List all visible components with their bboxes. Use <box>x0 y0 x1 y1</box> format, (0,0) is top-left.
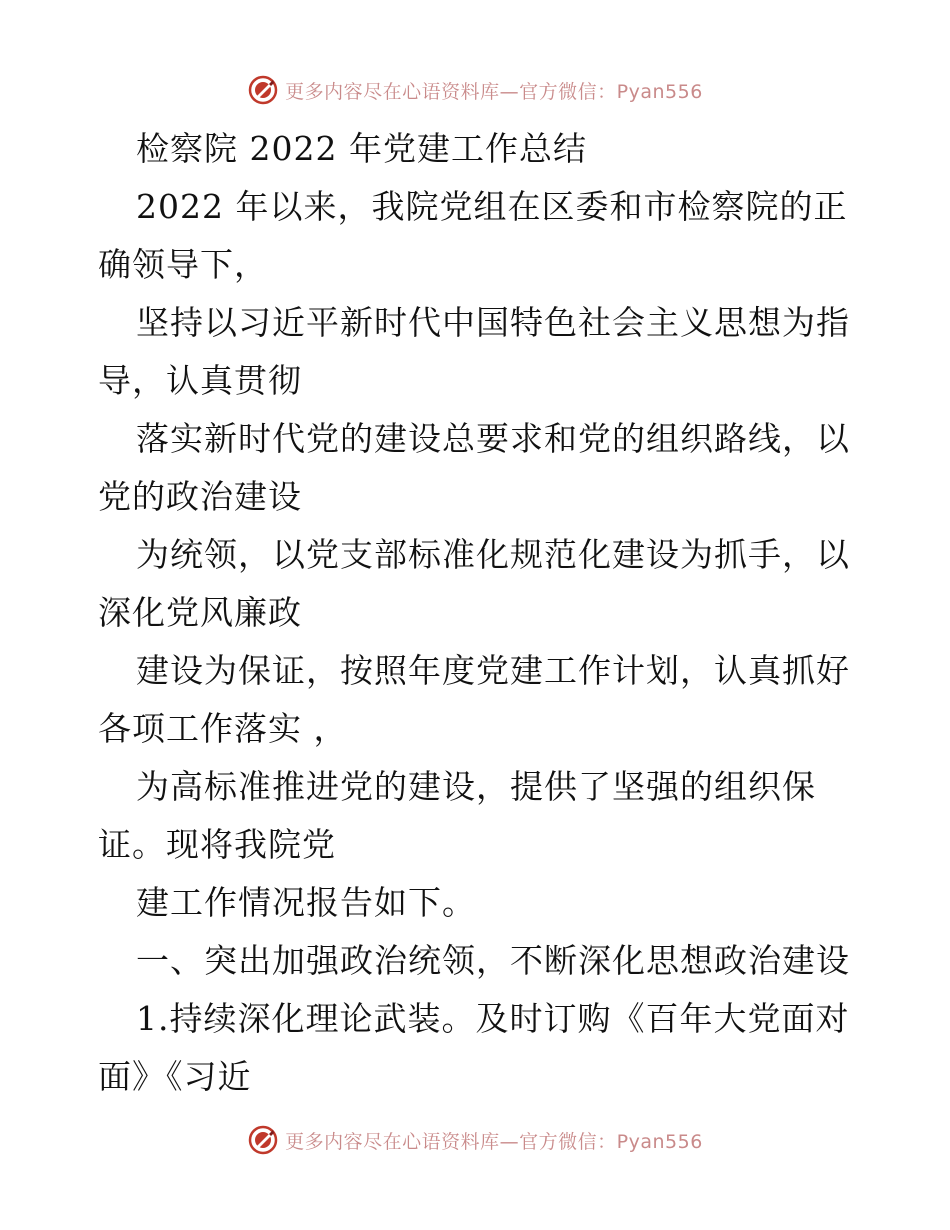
text-line: 坚持以习近平新时代中国特色社会主义思想为指 <box>136 303 850 342</box>
pen-logo-icon <box>247 1124 279 1156</box>
text-line: 为高标准推进党的建设，提供了坚强的组织保 <box>136 767 816 806</box>
watermark-footer <box>0 1120 950 1160</box>
text-line: 检察院 2022 年党建工作总结 <box>136 129 587 168</box>
watermark-text: 更多内容尽在心语资料库—官方微信：Pyan556 <box>285 80 703 103</box>
text-line: 建设为保证，按照年度党建工作计划，认真抓好 <box>136 651 850 690</box>
text-line: 证。现将我院党 <box>98 825 336 864</box>
text-line: 面》《习近 <box>98 1057 252 1096</box>
watermark-header <box>0 70 950 110</box>
watermark-text: 更多内容尽在心语资料库—官方微信：Pyan556 <box>285 1130 703 1153</box>
text-line: 建工作情况报告如下。 <box>136 883 476 922</box>
text-line: 党的政治建设 <box>98 477 302 516</box>
text-line: 2022 年以来，我院党组在区委和市检察院的正 <box>136 187 848 226</box>
text-line: 各项工作落实 ， <box>98 709 348 748</box>
pen-logo-icon <box>247 74 279 106</box>
text-line: 落实新时代党的建设总要求和党的组织路线，以 <box>136 419 850 458</box>
text-line: 导，认真贯彻 <box>98 361 302 400</box>
document-body <box>98 120 858 1106</box>
text-line: 确领导下， <box>98 245 268 284</box>
text-line: 1.持续深化理论武装。及时订购《百年大党面对 <box>136 999 850 1038</box>
text-line: 一、突出加强政治统领，不断深化思想政治建设 <box>136 941 850 980</box>
text-line: 为统领，以党支部标准化规范化建设为抓手，以 <box>136 535 850 574</box>
text-line: 深化党风廉政 <box>98 593 302 632</box>
